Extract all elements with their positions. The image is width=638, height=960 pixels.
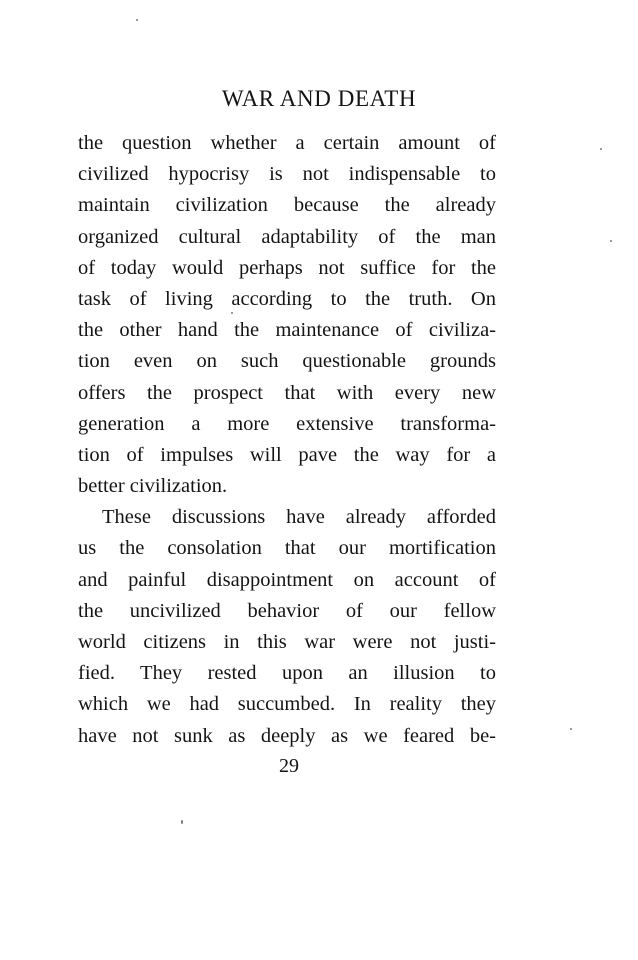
scan-speck bbox=[610, 240, 612, 242]
text-line: civilized hypocrisy is not indispensable to bbox=[78, 163, 496, 186]
text-line: us the consolation that our mortification bbox=[78, 537, 496, 560]
text-line: organized cultural adaptability of the man bbox=[78, 225, 496, 248]
scan-speck bbox=[181, 820, 183, 824]
text-line: better civilization. bbox=[78, 475, 228, 498]
text-line: maintain civilization because the already bbox=[78, 194, 496, 217]
text-line: of today would perhaps not suffice for the bbox=[78, 256, 496, 279]
scan-speck bbox=[136, 19, 138, 21]
page-body-text bbox=[78, 128, 496, 752]
text-line: offers the prospect that with every new bbox=[78, 381, 496, 404]
text-line: generation a more extensive transforma- bbox=[78, 412, 496, 435]
paragraph bbox=[78, 128, 496, 502]
text-line: have not sunk as deeply as we feared be- bbox=[78, 724, 496, 747]
paragraph bbox=[78, 502, 496, 752]
text-line: These discussions have already afforded bbox=[102, 506, 496, 529]
page-number: 29 bbox=[279, 755, 299, 777]
scan-speck bbox=[570, 728, 572, 730]
text-line: tion of impulses will pave the way for a bbox=[78, 443, 496, 466]
scan-speck bbox=[600, 148, 602, 150]
text-line: the question whether a certain amount of bbox=[78, 132, 496, 154]
text-line: fied. They rested upon an illusion to bbox=[78, 662, 496, 685]
running-head-title: WAR AND DEATH bbox=[221, 86, 417, 111]
text-line: task of living according to the truth. On bbox=[78, 287, 496, 310]
text-line: tion even on such questionable grounds bbox=[78, 350, 496, 373]
text-line: the other hand the maintenance of civiliza- bbox=[78, 319, 496, 342]
text-line: the uncivilized behavior of our fellow bbox=[78, 599, 496, 622]
scan-speck bbox=[231, 312, 233, 314]
text-line: which we had succumbed. In reality they bbox=[78, 693, 496, 716]
text-line: world citizens in this war were not justi- bbox=[78, 631, 496, 653]
text-line: and painful disappointment on account of bbox=[78, 568, 496, 591]
